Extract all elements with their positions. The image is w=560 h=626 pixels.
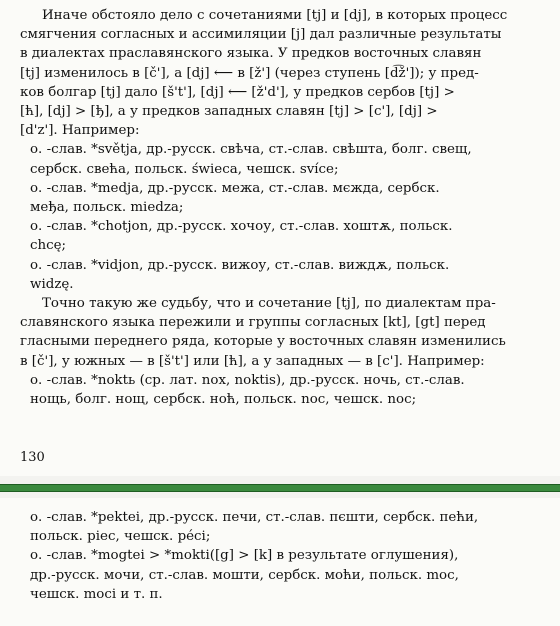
- example-7-line-1: о. -слав. *mogtei > *mokti([g] > [k] в результате оглушения),: [30, 548, 459, 564]
- example-2-line-1: о. -слав. *medja, др.-русск. межа, ст.-слав. мєжда, сербск.: [30, 180, 440, 196]
- paragraph-2-line-1: Точно такую же судьбу, что и сочетание [tj], по диалектам пра-: [42, 296, 496, 312]
- example-5-line-1: о. -слав. *noktь (ср. лат. nox, noktis), др.-русск. ночь, ст.-слав.: [30, 372, 465, 388]
- example-1-line-1: о. -слав. *světja, др.-русск. свѣча, ст.-слав. свѣшта, болг. свещ,: [30, 142, 472, 158]
- example-5-line-2: нощь, болг. нощ, сербск. ноћ, польск. noc, чешск. noc;: [30, 392, 417, 408]
- example-7-line-2: др.-русск. мочи, ст.-слав. мошти, сербск. моћи, польск. moc,: [30, 567, 459, 583]
- example-3-line-2: chcę;: [30, 238, 67, 254]
- example-3-line-1: о. -слав. *chotjon, др.-русск. хочоу, ст.-слав. хоштѫ, польск.: [30, 219, 453, 235]
- example-4-line-1: о. -слав. *vidjon, др.-русск. вижоу, ст.-слав. виждѫ, польск.: [30, 257, 450, 273]
- paragraph-1-line-1: Иначе обстояло дело с сочетаниями [tj] и [dj], в которых процесс: [42, 8, 508, 23]
- paragraph-1-line-5: ков болгар [tj] дало [š't'], [dj] ⟵ [ž'd'], у предков сербов [tj] >: [20, 84, 455, 100]
- example-2-line-2: међа, польск. miedza;: [30, 200, 184, 216]
- example-6-line-2: польск. piec, чешск. péci;: [30, 529, 211, 545]
- example-6-line-1: о. -слав. *pektei, др.-русск. печи, ст.-слав. пєшти, сербск. пећи,: [30, 510, 479, 525]
- example-1-line-2: сербск. свећа, польск. świeca, чешск. svíce;: [30, 161, 339, 177]
- paragraph-1-line-3: в диалектах праславянского языка. У предков восточных славян: [20, 46, 482, 62]
- page-divider: [0, 476, 560, 498]
- paragraph-2-line-2: славянского языка пережили и группы согласных [kt], [gt] перед: [20, 315, 486, 331]
- example-4-line-2: widzę.: [30, 276, 74, 292]
- paragraph-2-line-4: в [č'], у южных — в [š't'] или [ћ], а у западных — в [c']. Например:: [20, 353, 485, 369]
- paragraph-1-line-4: [tj] изменилось в [č'], а [dj] ⟵ в [ž'] (через ступень [d͡ž']); у пред-: [20, 65, 479, 81]
- paragraph-1-line-6: [ћ], [dj] > [ђ], а у предков западных славян [tj] > [c'], [dj] >: [20, 104, 438, 120]
- divider-bar: [0, 484, 560, 492]
- book-page-lower: [0, 498, 560, 626]
- paragraph-1-line-2: смягчения согласных и ассимиляции [j] дал различные результаты: [20, 27, 502, 43]
- example-7-line-3: чешск. moci и т. п.: [30, 586, 163, 602]
- paragraph-2-line-3: гласными переднего ряда, которые у восточных славян изменились: [20, 334, 506, 350]
- page-number: 130: [20, 450, 45, 465]
- paragraph-1-line-7: [d'z']. Например:: [20, 123, 140, 139]
